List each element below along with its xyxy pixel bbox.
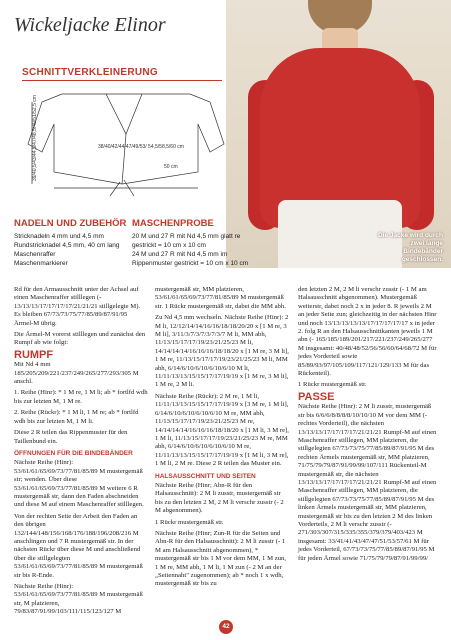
passe-heading: PASSE: [298, 390, 335, 403]
nadeln-line: Rundstricknadel 4,5 mm, 40 cm lang: [14, 242, 120, 249]
probe-heading: MASCHENPROBE: [132, 218, 214, 229]
paragraph: 1 Rückr mustergemäß str.: [155, 518, 224, 526]
probe-line: Rippenmuster gestrickt = 10 cm x 10 cm: [132, 260, 249, 267]
paragraph: Zu Nd 4,5 mm wechseln. Nächste Reihe (Hinr): 2 M li, 12/12/14/14/16/16/18/18/20/20 x [1 M re, 3 M li], 3/11/3/7/3/7/3/7/3/7 M li, MM abh, 11/13/15/17/17/19/23/21/25/23 M li, 14/14/14/14/16/16/16/18/18/20 x [1 M re, 3 M li], 1 M re, 11/13/15/17/17/19/23/21/25/23 M li, MM abh, 6/14/6/10/6/10/6/10/6/10 M li, 11/11/13/13/15/15/17/17/19/19 x [1 M re, 3 M li], 1 M re, 2 M li.: [155, 314, 289, 389]
vertical-measure: 39/40,5/43/44,5/47/48,5/49/51/52,5 cm: [32, 95, 38, 181]
nadeln-line: Maschenmarkierer: [14, 260, 68, 267]
column-1: [14, 286, 148, 620]
nadeln-line: Stricknadeln 4 mm und 4,5 mm: [14, 233, 104, 240]
probe-list: [132, 232, 248, 268]
oeffnungen-heading: ÖFFNUNGEN FÜR DIE BINDEBÄNDER: [14, 449, 133, 457]
column-2: [155, 286, 290, 592]
probe-line: gestrickt = 10 cm x 10 cm: [132, 242, 206, 249]
rumpf-heading: RUMPF: [14, 348, 54, 361]
pattern-schematic: [14, 84, 230, 204]
paragraph: Diese 2 R teilen das Rippenmuster für den Taillenbund ein.: [14, 429, 128, 445]
paragraph: Nächste Reihe (Hinr): 53/61/61/65/69/73/77/81/85/89 M mustergemäß str; wenden. Über diese 53/61/61/65/69/73/77/81/85/89 M weitere 6 R mustergemäß str, dann den Faden abschneiden und diese M auf einem Maschenraffer stilllegen.: [14, 459, 144, 509]
probe-line: 24 M und 27 R mit Nd 4,5 mm im: [132, 251, 228, 258]
nadeln-line: Maschenraffer: [14, 251, 56, 258]
nadeln-heading: NADELN UND ZUBEHÖR: [14, 218, 127, 229]
paragraph: 1. Reihe (Hinr): * 1 M re, 1 M li; ab * fortlfd wdh bis zur letzten M, 1 M re.: [14, 389, 148, 405]
paragraph: Rd für den Armausschnitt unter der Achsel auf einen Maschenraffer stilllegen (- 13/13/13/17/17/17/17/21/21/21 stillgelegte M). Es bleiben 67/73/73/75/77/85/89/87/91/95 Ärmel-M übrig.: [14, 286, 141, 327]
page-number: 42: [219, 620, 233, 634]
paragraph: Von der rechten Seite der Arbeit den Faden an den übrigen 132/144/148/156/168/176/188/196/208/216 M anschlingen und 7 R mustergemäß str. In der nächsten Rückr über diese M und anschließend über die stillgelegten 53/61/61/65/69/73/77/81/85/89 M mustergemäß str bis R-Ende.: [14, 512, 143, 579]
paragraph: Mit Nd 4 mm 185/205/209/221/237/249/265/277/293/305 M anschl.: [14, 361, 139, 386]
paragraph: 2. Reihe (Rückr): * 1 M li, 1 M re; ab * fortlfd wdh bis zur letzten M, 1 M li.: [14, 409, 139, 425]
paragraph: mustergemäß str, MM platzieren, 53/61/61/65/69/73/77/81/85/89 M mustergemäß str. 1 Rückr mustergemäß str, dabei die MM abh.: [155, 286, 286, 310]
photo-caption: Die Jacke wird durch zwei lange Bindebänder geschlossen.: [377, 232, 443, 263]
paragraph: Die Ärmel-M vorerst stilllegen und zunächst den Rumpf ab wie folgt:: [14, 331, 146, 347]
width-measure: 50 cm: [164, 164, 178, 170]
nadeln-list: [14, 232, 120, 268]
paragraph: Nächste Reihe (Hinr): 2 M li zusstr, mustergemäß str bis 6/6/6/8/8/8/8/10/10/10 M vor dem MM (- rechtes Vorderteil), die nächsten 13/13/13/17/17/17/17/21/21/21 Rumpf-M auf einen Maschenraffer stilllegen, MM platzieren, die stillgelegten 67/73/73/75/77/85/89/87/91/95 M des rechten Ärmels mustergemäß str, MM platzieren, 71/75/79/79/87/91/99/99/107/111 Rückenteil-M mustergemäß str, die nächsten 13/13/13/17/17/17/17/21/21/21 Rumpf-M auf einen Maschenraffer stilllegen, MM platzieren, die stillgelegten 67/73/73/75/77/85/89/87/91/95 M des linken Ärmels mustergemäß str, MM platzieren, mustergemäß str bis zu den letzten 2 M des linken Vorderteils, 2 M li verschr zusstr (- 271/303/307/315/335/355/379/379/403/423 M insgesamt: 33/41/41/43/47/47/51/53/57/61 M für jedes Vorderteil, 67/73/73/75/77/85/89/87/91/95 M für jeden Ärmel sowie 71/75/79/79/87/91/99/99/: [298, 403, 437, 562]
schnitt-heading: SCHNITTVERKLEINERUNG: [22, 67, 159, 78]
model-photo: [226, 0, 451, 268]
halsausschnitt-heading: HALSAUSSCHNITT UND SEITEN: [155, 472, 256, 480]
paragraph: Nächste Reihe (Hinr; Abn-R für den Halsausschnitt): 2 M li zusstr, mustergemäß str bis zu den letzten 2 M, 2 M li verschr zusstr (- 2 M abgenommen).: [155, 481, 284, 515]
paragraph: Nächste Reihe (Hinr): 53/61/61/65/69/73/77/81/85/89 M mustergemäß str, M platzieren, 79/83/87/91/99/103/111/115/123/127 M: [14, 583, 143, 616]
paragraph: den letzten 2 M, 2 M li verschr zusstr (- 1 M am Halsausschnitt abgenommen). Mustergemäß weiterstr, dabei noch 2 x in jeder 8. R jeweils 2 M an jeder Seite zun; gleichzeitig in der nächsten Hinr und noch 13/13/13/13/13/17/17/17/17/17 x in jeder 2. folg R an den Halsausschnittkanten jeweils 1 M abn (- 165/185/189/201/217/221/237/249/265/277 M insgesamt: 40/48/48/52/56/56/60/64/68/72 M für jedes Vorderteil sowie 85/89/93/97/105/109/117/121/129/133 M für das Rückenteil).: [298, 286, 437, 378]
middle-measure: 38/40/42/44/47/49/53/ 54,5/58,5/60 cm: [98, 144, 184, 150]
paragraph: 1 Rückr mustergemäß str.: [298, 381, 367, 389]
probe-line: 20 M und 27 R mit Nd 4,5 mm glatt re: [132, 233, 241, 240]
column-3: [298, 286, 438, 566]
page-title: Wickeljacke Elinor: [14, 14, 166, 36]
heading-divider: [22, 80, 222, 81]
paragraph: Nächste Reihe (Rückr): 2 M re, 1 M li, 11/11/13/13/15/15/17/17/19/19 x [3 M re, 1 M li], 6/14/6/10/6/10/6/10/6/10 M re, MM abh, 11/13/15/17/17/19/23/21/25/23 M re, 14/14/14/14/16/16/16/18/18/20 x [1 M li, 3 M re], 1 M li, 11/13/15/17/17/19/23/21/25/23 M re, MM abh, 6/14/6/10/6/10/6/10/6/10 M re, 11/11/13/13/15/15/17/17/19/19 x [1 M li, 3 M re], 1 M li, 2 M re. Diese 2 R teilen das Muster ein.: [155, 392, 289, 468]
paragraph: Nächste Reihe (Hinr; Zun-R für die Seiten und Abn-R für den Halsausschnitt): 2 M li zusstr (- 1 M am Halsausschnitt abgenommen), * mustergemäß str bis 1 M vor dem MM, 1 M zun, 1 M re, MM abh, 1 M li, 1 M zun (- 2 M an der „Seitennaht" zugenommen); ab * noch 1 x wdh, mustergemäß str bis zu: [155, 529, 287, 588]
